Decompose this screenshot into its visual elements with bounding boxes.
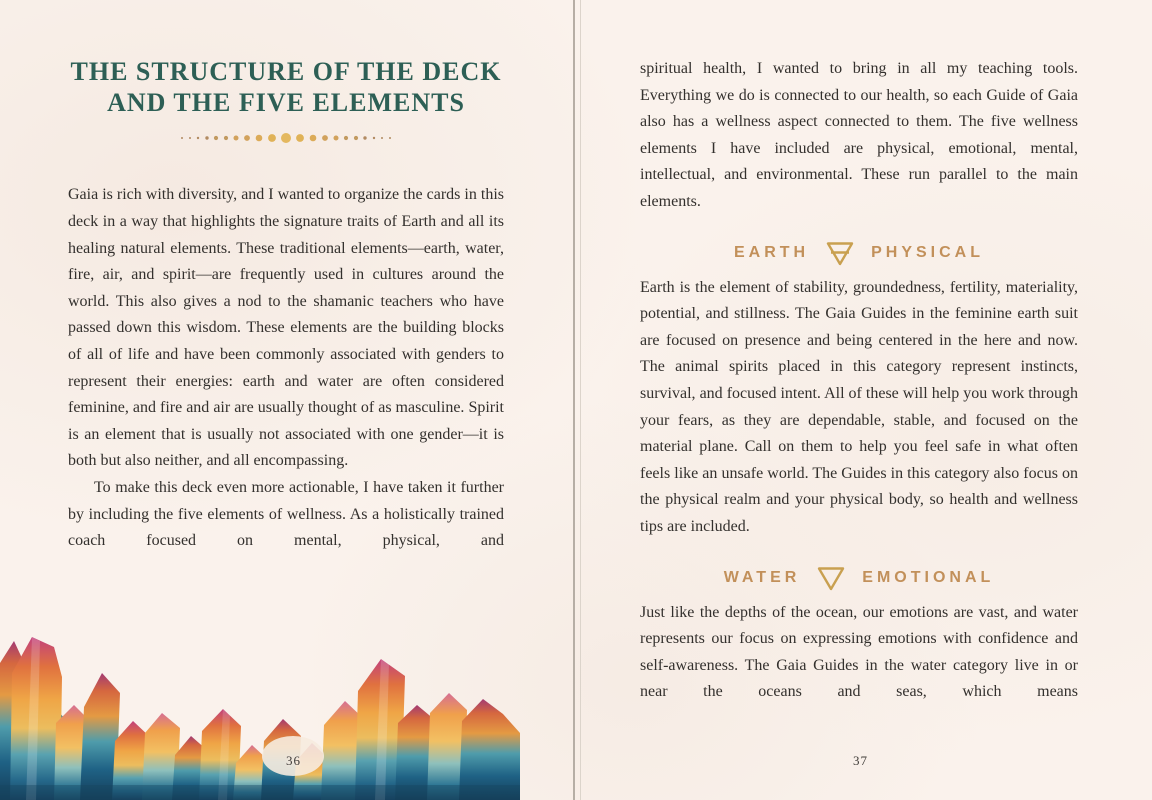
right-page — [640, 0, 1078, 706]
crystal-cluster-image — [0, 615, 520, 800]
wellness-label-physical: PHYSICAL — [871, 244, 984, 262]
element-label-water: WATER — [723, 569, 801, 586]
left-page — [68, 0, 504, 555]
page-number-right: 37 — [853, 753, 868, 768]
body-paragraph: spiritual health, I wanted to bring in all my teaching tools. Everything we do is connected to our health, so each Guide of Gaia also has a wellness aspect connected to them. The five wellness elements I have included are physical, emotional, mental, intellectual, and environmental. These run parallel to the main elements. — [640, 60, 1078, 210]
chapter-title — [68, 56, 504, 118]
wellness-label-emotional: EMOTIONAL — [862, 569, 995, 586]
body-paragraph: Earth is the element of stability, groundedness, fertility, materiality, potential, and stillness. The Gaia Guides in the feminine earth suit are focused on presence and being centered in the here and now. The animal spirits placed in this category represent instincts, survival, and focused intent. All of these will help you work through your fears, as they are dependable, stable, and focused on the material plane. Call on them to help you feel safe in what often feels like an unsafe world. The Guides in this category also focus on the physical realm and your physical body, so health and wellness tips are included. — [640, 278, 1078, 535]
dotted-divider-icon — [68, 131, 504, 145]
chapter-title-line2: AND THE FIVE ELEMENTS — [107, 88, 465, 118]
page-spine — [573, 0, 575, 800]
section-heading-earth — [640, 240, 1078, 267]
chapter-title-line1: THE STRUCTURE OF THE DECK — [70, 57, 502, 86]
page-number-left: 36 — [286, 753, 301, 768]
section-heading-water — [640, 565, 1078, 592]
body-paragraph: Gaia is rich with diversity, and I wanted to organize the cards in this deck in a way that highlights the signature traits of Earth and all its healing natural elements. These traditional elements—earth, water, fire, air, and spirit—are frequently used in cultures around the world. This also gives a nod to the shamanic teachers who have passed down this wisdom. These elements are the building blocks of all of life and have been commonly associated with genders to represent their energies: earth and water are often considered feminine, and fire and air are usually thought of as masculine. Spirit is an element that is usually not associated with one gender—it is both but also neither, and all encompassing. — [68, 186, 504, 470]
body-paragraph: To make this deck even more actionable, I have taken it further by including the five elements of wellness. As a holistically trained coach focused on mental, physical, and — [68, 478, 504, 550]
element-label-earth: EARTH — [733, 244, 810, 262]
water-symbol-icon — [816, 565, 846, 592]
body-paragraph: Just like the depths of the ocean, our emotions are vast, and water represents our focus on expressing emotions with confidence and self-awareness. The Gaia Guides in the water category live in or near the oceans and seas, which means — [640, 603, 1078, 701]
earth-symbol-icon — [825, 240, 855, 267]
page-spine-highlight — [580, 0, 581, 800]
